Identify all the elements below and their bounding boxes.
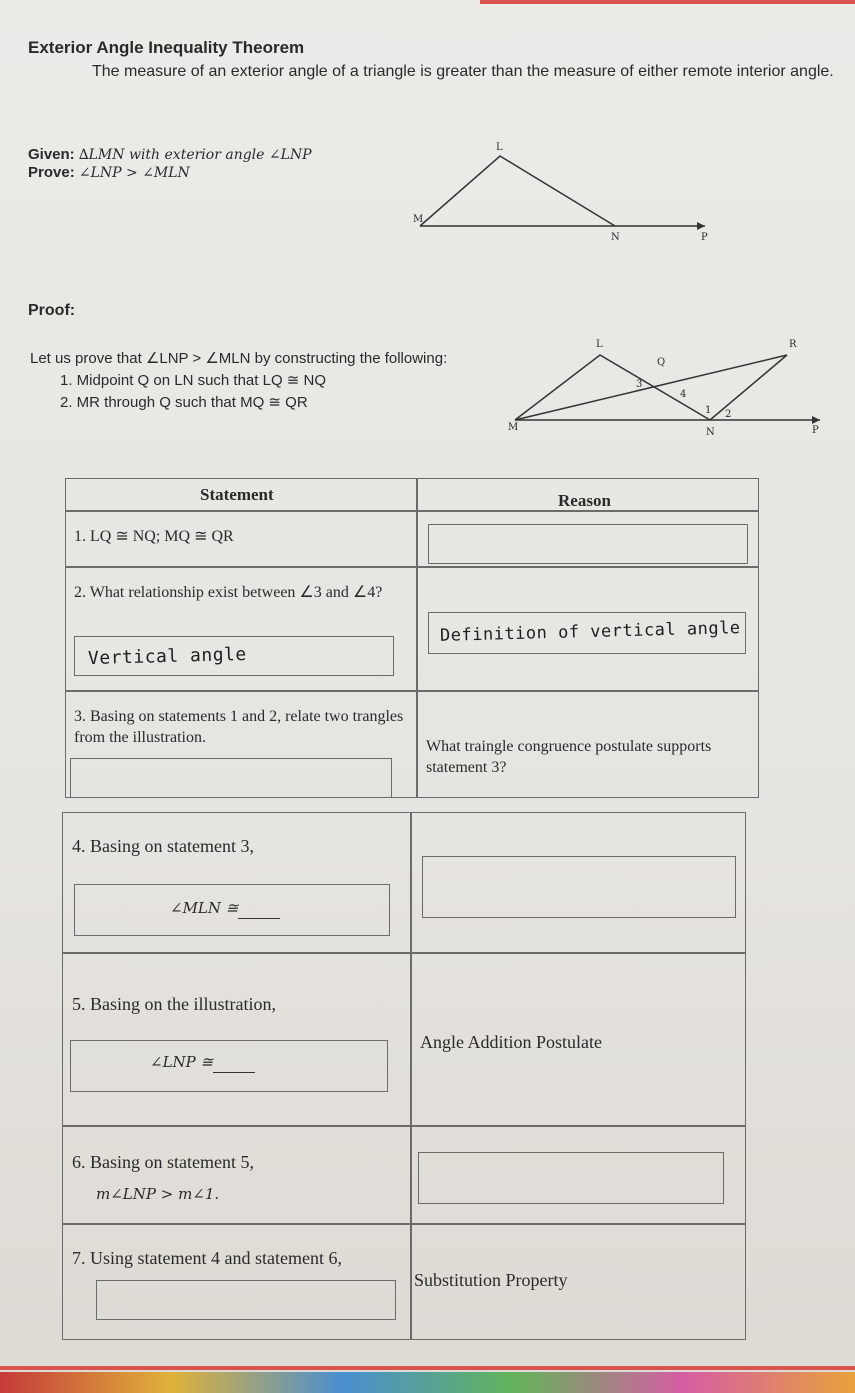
triangle-figure-2: [505, 335, 830, 440]
fig2-label-2: 2: [725, 409, 732, 420]
construction-step-1: 1. Midpoint Q on LN such that LQ ≅ NQ: [60, 372, 327, 389]
theorem-statement: The measure of an exterior angle of a triangle is greater than the measure of either remote interior angle.: [92, 63, 834, 80]
column-divider-lower: [410, 812, 412, 1340]
reason-4-answer-box[interactable]: [422, 856, 736, 918]
row-divider: [65, 510, 759, 512]
column-divider-upper: [416, 478, 418, 798]
reason-3: What traingle congruence postulate supports statement 3?: [426, 738, 712, 776]
red-margin-line-bottom: [0, 1366, 855, 1370]
given-label: Given:: [28, 146, 75, 163]
statement-5-expression: ∠LNP ≅: [150, 1053, 214, 1071]
fig2-label-p: P: [812, 425, 819, 436]
page-title: Exterior Angle Inequality Theorem: [28, 38, 305, 57]
fig2-label-r: R: [789, 339, 797, 350]
statement-4-blank[interactable]: [238, 904, 280, 919]
row-divider: [65, 566, 759, 568]
construction-step-2: 2. MR through Q such that MQ ≅ QR: [60, 394, 308, 411]
fig2-label-q: Q: [657, 357, 666, 368]
statement-3: 3. Basing on statements 1 and 2, relate two trangles from the illustration.: [74, 708, 404, 746]
proof-label: Proof:: [28, 302, 76, 319]
row-divider: [62, 952, 746, 954]
reason-5: Angle Addition Postulate: [420, 1032, 602, 1052]
statement-3-answer-box[interactable]: [70, 758, 392, 798]
statement-6: 6. Basing on statement 5,: [72, 1152, 254, 1172]
fig2-label-3: 3: [636, 379, 643, 390]
given-prove-block: [28, 146, 312, 182]
fig1-label-l: L: [496, 142, 503, 153]
statement-4-box-text: [170, 898, 280, 919]
header-reason: Reason: [558, 491, 611, 510]
fig1-label-m: M: [413, 214, 424, 225]
statement-7-answer-box[interactable]: [96, 1280, 396, 1320]
construction-steps: [30, 348, 447, 414]
fig2-label-4: 4: [680, 389, 687, 400]
statement-7: 7. Using statement 4 and statement 6,: [72, 1248, 342, 1268]
statement-4-expression: ∠MLN ≅: [170, 899, 239, 917]
statement-4: 4. Basing on statement 3,: [72, 836, 254, 856]
reason-1-answer-box[interactable]: [428, 524, 748, 564]
statement-5-blank[interactable]: [213, 1058, 255, 1073]
reason-7: Substitution Property: [414, 1270, 568, 1290]
given-text: ∆LMN with exterior angle ∠LNP: [78, 147, 312, 163]
row-divider: [62, 1125, 746, 1127]
row-divider: [65, 690, 759, 692]
header-statement: Statement: [200, 485, 274, 504]
fig2-label-n: N: [706, 427, 715, 438]
prove-label: Prove:: [28, 164, 75, 181]
reason-2-handwritten-answer: Definition of vertical angle: [439, 618, 741, 646]
red-margin-line-top: [480, 0, 855, 4]
fig2-label-l: L: [596, 339, 603, 350]
fig2-label-1: 1: [705, 405, 712, 416]
statement-5-box-text: [150, 1052, 255, 1073]
triangle-figure-1: [405, 140, 725, 250]
reason-6-answer-box[interactable]: [418, 1152, 724, 1204]
construction-intro: Let us prove that ∠LNP > ∠MLN by constructing the following:: [30, 350, 448, 367]
prove-text: ∠LNP > ∠MLN: [78, 165, 190, 181]
fig1-label-n: N: [611, 232, 620, 243]
statement-5: 5. Basing on the illustration,: [72, 994, 276, 1014]
statement-6-line2: m∠LNP > m∠1.: [96, 1185, 220, 1203]
statement-1: 1. LQ ≅ NQ; MQ ≅ QR: [74, 528, 234, 545]
row-divider: [62, 1223, 746, 1225]
statement-2-handwritten-answer: Vertical angle: [87, 643, 247, 670]
statement-2: 2. What relationship exist between ∠3 and ∠4?: [74, 584, 383, 601]
fig1-label-p: P: [701, 232, 708, 243]
fig2-label-m: M: [508, 422, 519, 433]
colored-fabric-strip: [0, 1372, 855, 1393]
